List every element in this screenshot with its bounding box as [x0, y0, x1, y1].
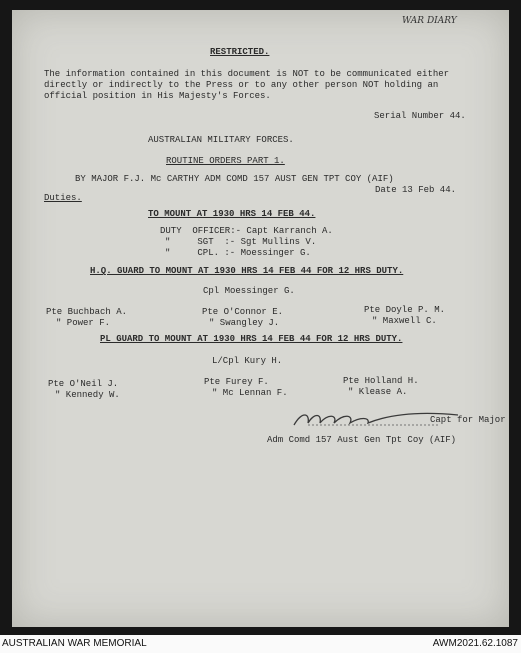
hq-col1-row2: " Power F. [56, 318, 111, 328]
notice-line-2: directly or indirectly to the Press or to any other person NOT holding an [44, 80, 439, 90]
hq-col2-row2: " Swangley J. [209, 318, 280, 328]
duty-cpl: " CPL. :- Moessinger G. [165, 248, 311, 258]
signature-unit: Adm Comd 157 Aust Gen Tpt Coy (AIF) [267, 435, 457, 445]
by-line: BY MAJOR F.J. Mc CARTHY ADM COMD 157 AUST GEN TPT COY (AIF) [75, 174, 394, 184]
document-page [12, 10, 509, 627]
pl-col3-row2: " Klease A. [348, 387, 408, 397]
hq-col3-row2: " Maxwell C. [372, 316, 437, 326]
signature-role: Capt for Major [430, 415, 506, 425]
force-title: AUSTRALIAN MILITARY FORCES. [148, 135, 294, 145]
pl-col1-row1: Pte O'Neil J. [48, 379, 119, 389]
notice-line-3: official position in His Majesty's Forces. [44, 91, 271, 101]
hq-col2-row1: Pte O'Connor E. [202, 307, 284, 317]
duty-sgt: " SGT :- Sgt Mullins V. [165, 237, 317, 247]
notice-line-1: The information contained in this document is NOT to be communicated either [44, 69, 450, 79]
pl-col2-row2: " Mc Lennan F. [212, 388, 288, 398]
hq-col1-row1: Pte Buchbach A. [46, 307, 128, 317]
date-line: Date 13 Feb 44. [375, 185, 457, 195]
pl-guard-cpl: L/Cpl Kury H. [212, 356, 283, 366]
hq-col3-row1: Pte Doyle P. M. [364, 305, 446, 315]
pl-col2-row1: Pte Furey F. [204, 377, 269, 387]
pl-col3-row1: Pte Holland H. [343, 376, 419, 386]
duty-officer: DUTY OFFICER:- Capt Karranch A. [160, 226, 333, 236]
duties-label: Duties. [44, 193, 82, 203]
hq-guard-heading: H.Q. GUARD TO MOUNT AT 1930 HRS 14 FEB 44 FOR 12 HRS DUTY. [90, 266, 404, 276]
mount-heading: TO MOUNT AT 1930 HRS 14 FEB 44. [148, 209, 316, 219]
footer-institution: AUSTRALIAN WAR MEMORIAL [2, 638, 147, 649]
archive-footer [0, 635, 521, 653]
footer-accession: AWM2021.62.1087 [432, 638, 518, 649]
restricted-heading: RESTRICTED. [210, 47, 270, 57]
hq-guard-cpl: Cpl Moessinger G. [203, 286, 295, 296]
pl-guard-heading: PL GUARD TO MOUNT AT 1930 HRS 14 FEB 44 FOR 12 HRS DUTY. [100, 334, 403, 344]
war-diary-annotation: WAR DIARY [402, 16, 457, 26]
serial-number: Serial Number 44. [374, 111, 466, 121]
orders-title: ROUTINE ORDERS PART 1. [166, 156, 285, 166]
pl-col1-row2: " Kennedy W. [55, 390, 120, 400]
